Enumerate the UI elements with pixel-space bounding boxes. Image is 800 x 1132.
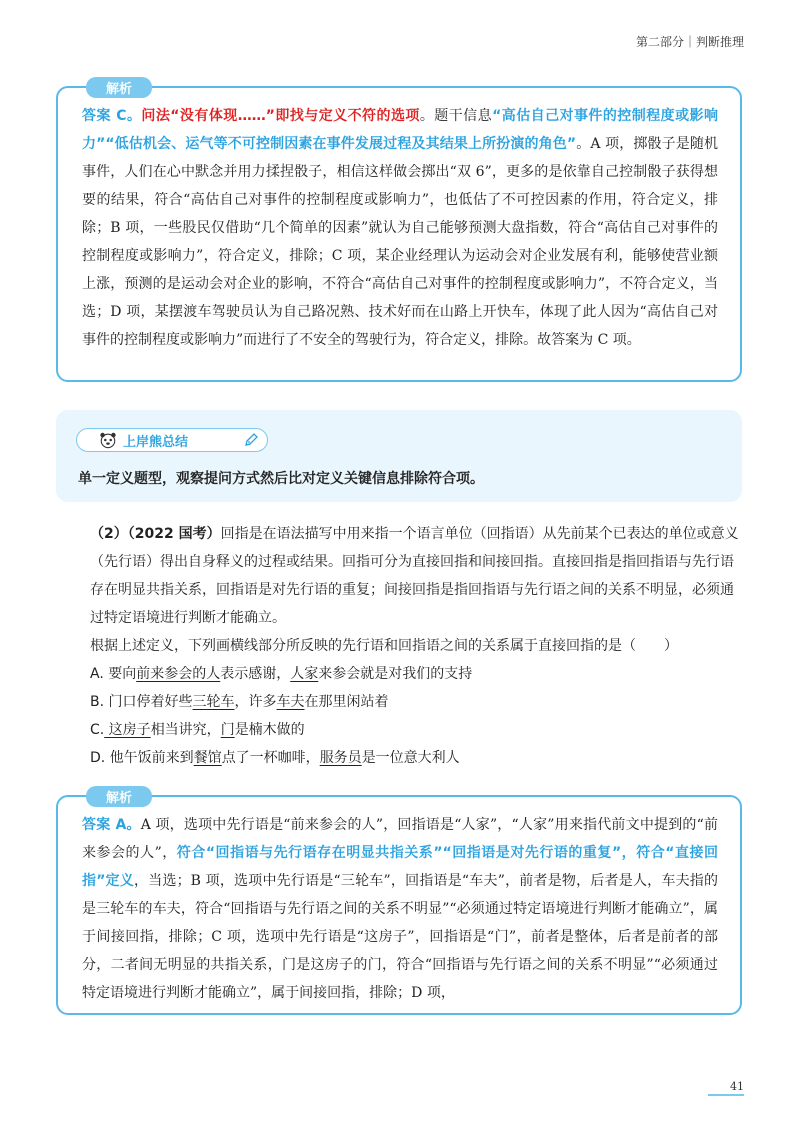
page-number-underline [708,1094,744,1096]
option-c[interactable]: C. 这房子相当讲究，门是楠木做的 [90,722,305,738]
analysis-box-2 [56,791,742,1015]
key-info-2: 符合“回指语与先行语存在明显共指关系”“回指语是对先行语的重复”，符合“直接回指”定义 [82,845,718,889]
page-number: 41 [730,1080,744,1093]
analysis-body: 。A 项，掷骰子是随机事件，人们在心中默念并用力揉捏骰子，相信这样做会掷出“双 6”，更多的是依靠自己控制骰子获得想要的结果，符合“高估自己对事件的控制程度或影响力”，也低估了不可控因素的作用，符合定义，排除；B 项，一些股民仅借助“几个简单的因素”就认为自己能够预测大盘指数，符合“高估自己对事件的控制程度或影响力”，符合定义，排除；C 项，某企业经理认为运动会对企业发展有利，能够使营业额上涨，预测的是运动会对企业的影响，不符合“高估自己对事件的控制程度或影响力”，不符合定义，当选；D 项，某摆渡车驾驶员认为自己路况熟、技术好而在山路上开快车，体现了此人因为“高估自己对事件的控制程度或影响力”而进行了不安全的驾驶行为，符合定义，排除。故答案为 C 项。 [82,136,718,348]
pen-icon [243,432,259,448]
summary-title-text: 上岸熊总结 [123,435,189,450]
key-info: “高估自己对事件的控制程度或影响力”“低估机会、运气等不可控制因素在事件发展过程及其结果上所扮演的角色” [82,108,719,152]
option-a[interactable]: A. 要向前来参会的人表示感谢，人家来参会就是对我们的支持 [90,666,473,682]
question-head: （2）（2022 国考） [90,526,221,542]
question-block [90,520,740,632]
summary-title [76,428,268,452]
analysis-text-1: 答案 C。问法“没有体现……”即找与定义不符的选项。题干信息“高估自己对事件的控制程度或影响力”“低估机会、运气等不可控制因素在事件发展过程及其结果上所扮演的角色”。A 项，掷骰子是随机事件，人们在心中默念并用力揉捏骰子，相信这样做会掷出“双 6”，更多的是依靠自己控制骰子获得想要的结果，符合“高估自己对事件的控制程度或影响力”，也低估了不可控因素的作用，符合定义，排除；B 项，一些股民仅借助“几个简单的因素”就认为自己能够预测大盘指数，符合“高估自己对事件的控制程度或影响力”，符合定义，排除；C 项，某企业经理认为运动会对企业发展有利，能够使营业额上涨，预测的是运动会对企业的影响，不符合“高估自己对事件的控制程度或影响力”，不符合定义，当选；D 项，某摆渡车驾驶员认为自己路况熟、技术好而在山路上开快车，体现了此人因为“高估自己对事件的控制程度或影响力”而进行了不安全的驾驶行为，符合定义，排除。故答案为 C 项。 [82,108,719,348]
analysis-label: 解析 [86,77,152,98]
analysis-label-2: 解析 [86,786,152,807]
question-options [90,632,740,772]
summary-text: 单一定义题型，观察提问方式然后比对定义关键信息排除符合项。 [78,471,484,487]
question-type-hint: 问法“没有体现……”即找与定义不符的选项 [141,108,420,124]
bear-icon [99,431,117,449]
option-d[interactable]: D. 他午饭前来到餐馆点了一杯咖啡，服务员是一位意大利人 [90,750,460,766]
answer-head-2: 答案 A。 [82,817,141,833]
answer-head: 答案 C。 [82,108,142,124]
question-stem: （2）（2022 国考）回指是在语法描写中用来指一个语言单位（回指语）从先前某个已表达的单位或意义（先行语）得出自身释义的过程或结果。回指可分为直接回指和间接回指。直接回指是指回指语与先行语存在明显共指关系，回指语是对先行语的重复；间接回指是指回指语与先行语之间的关系不明显，必须通过特定语境进行判断才能确立。 [90,526,739,626]
option-b[interactable]: B. 门口停着好些三轮车，许多车夫在那里闲站着 [90,694,389,710]
analysis-box-1 [56,82,742,382]
summary-box [56,410,742,502]
page-header: 第二部分｜判断推理 [635,35,744,49]
analysis-text-2: 答案 A。A 项，选项中先行语是“前来参会的人”，回指语是“人家”，“人家”用来指代前文中提到的“前来参会的人”，符合“回指语与先行语存在明显共指关系”“回指语是对先行语的重复”，符合“直接回指”定义，当选；B 项，选项中先行语是“三轮车”，回指语是“车夫”，前者是物，后者是人，车夫指的是三轮车的车夫，符合“回指语与先行语之间的关系不明显”“必须通过特定语境进行判断才能确立”，属于间接回指，排除；C 项，选项中先行语是“这房子”，回指语是“门”，前者是整体，后者是前者的部分，二者间无明显的共指关系，门是这房子的门，符合“回指语与先行语之间的关系不明显”“必须通过特定语境进行判断才能确立”，属于间接回指，排除；D 项， [82,817,718,1001]
question-ask: 根据上述定义，下列画横线部分所反映的先行语和回指语之间的关系属于直接回指的是（ ） [90,638,678,654]
